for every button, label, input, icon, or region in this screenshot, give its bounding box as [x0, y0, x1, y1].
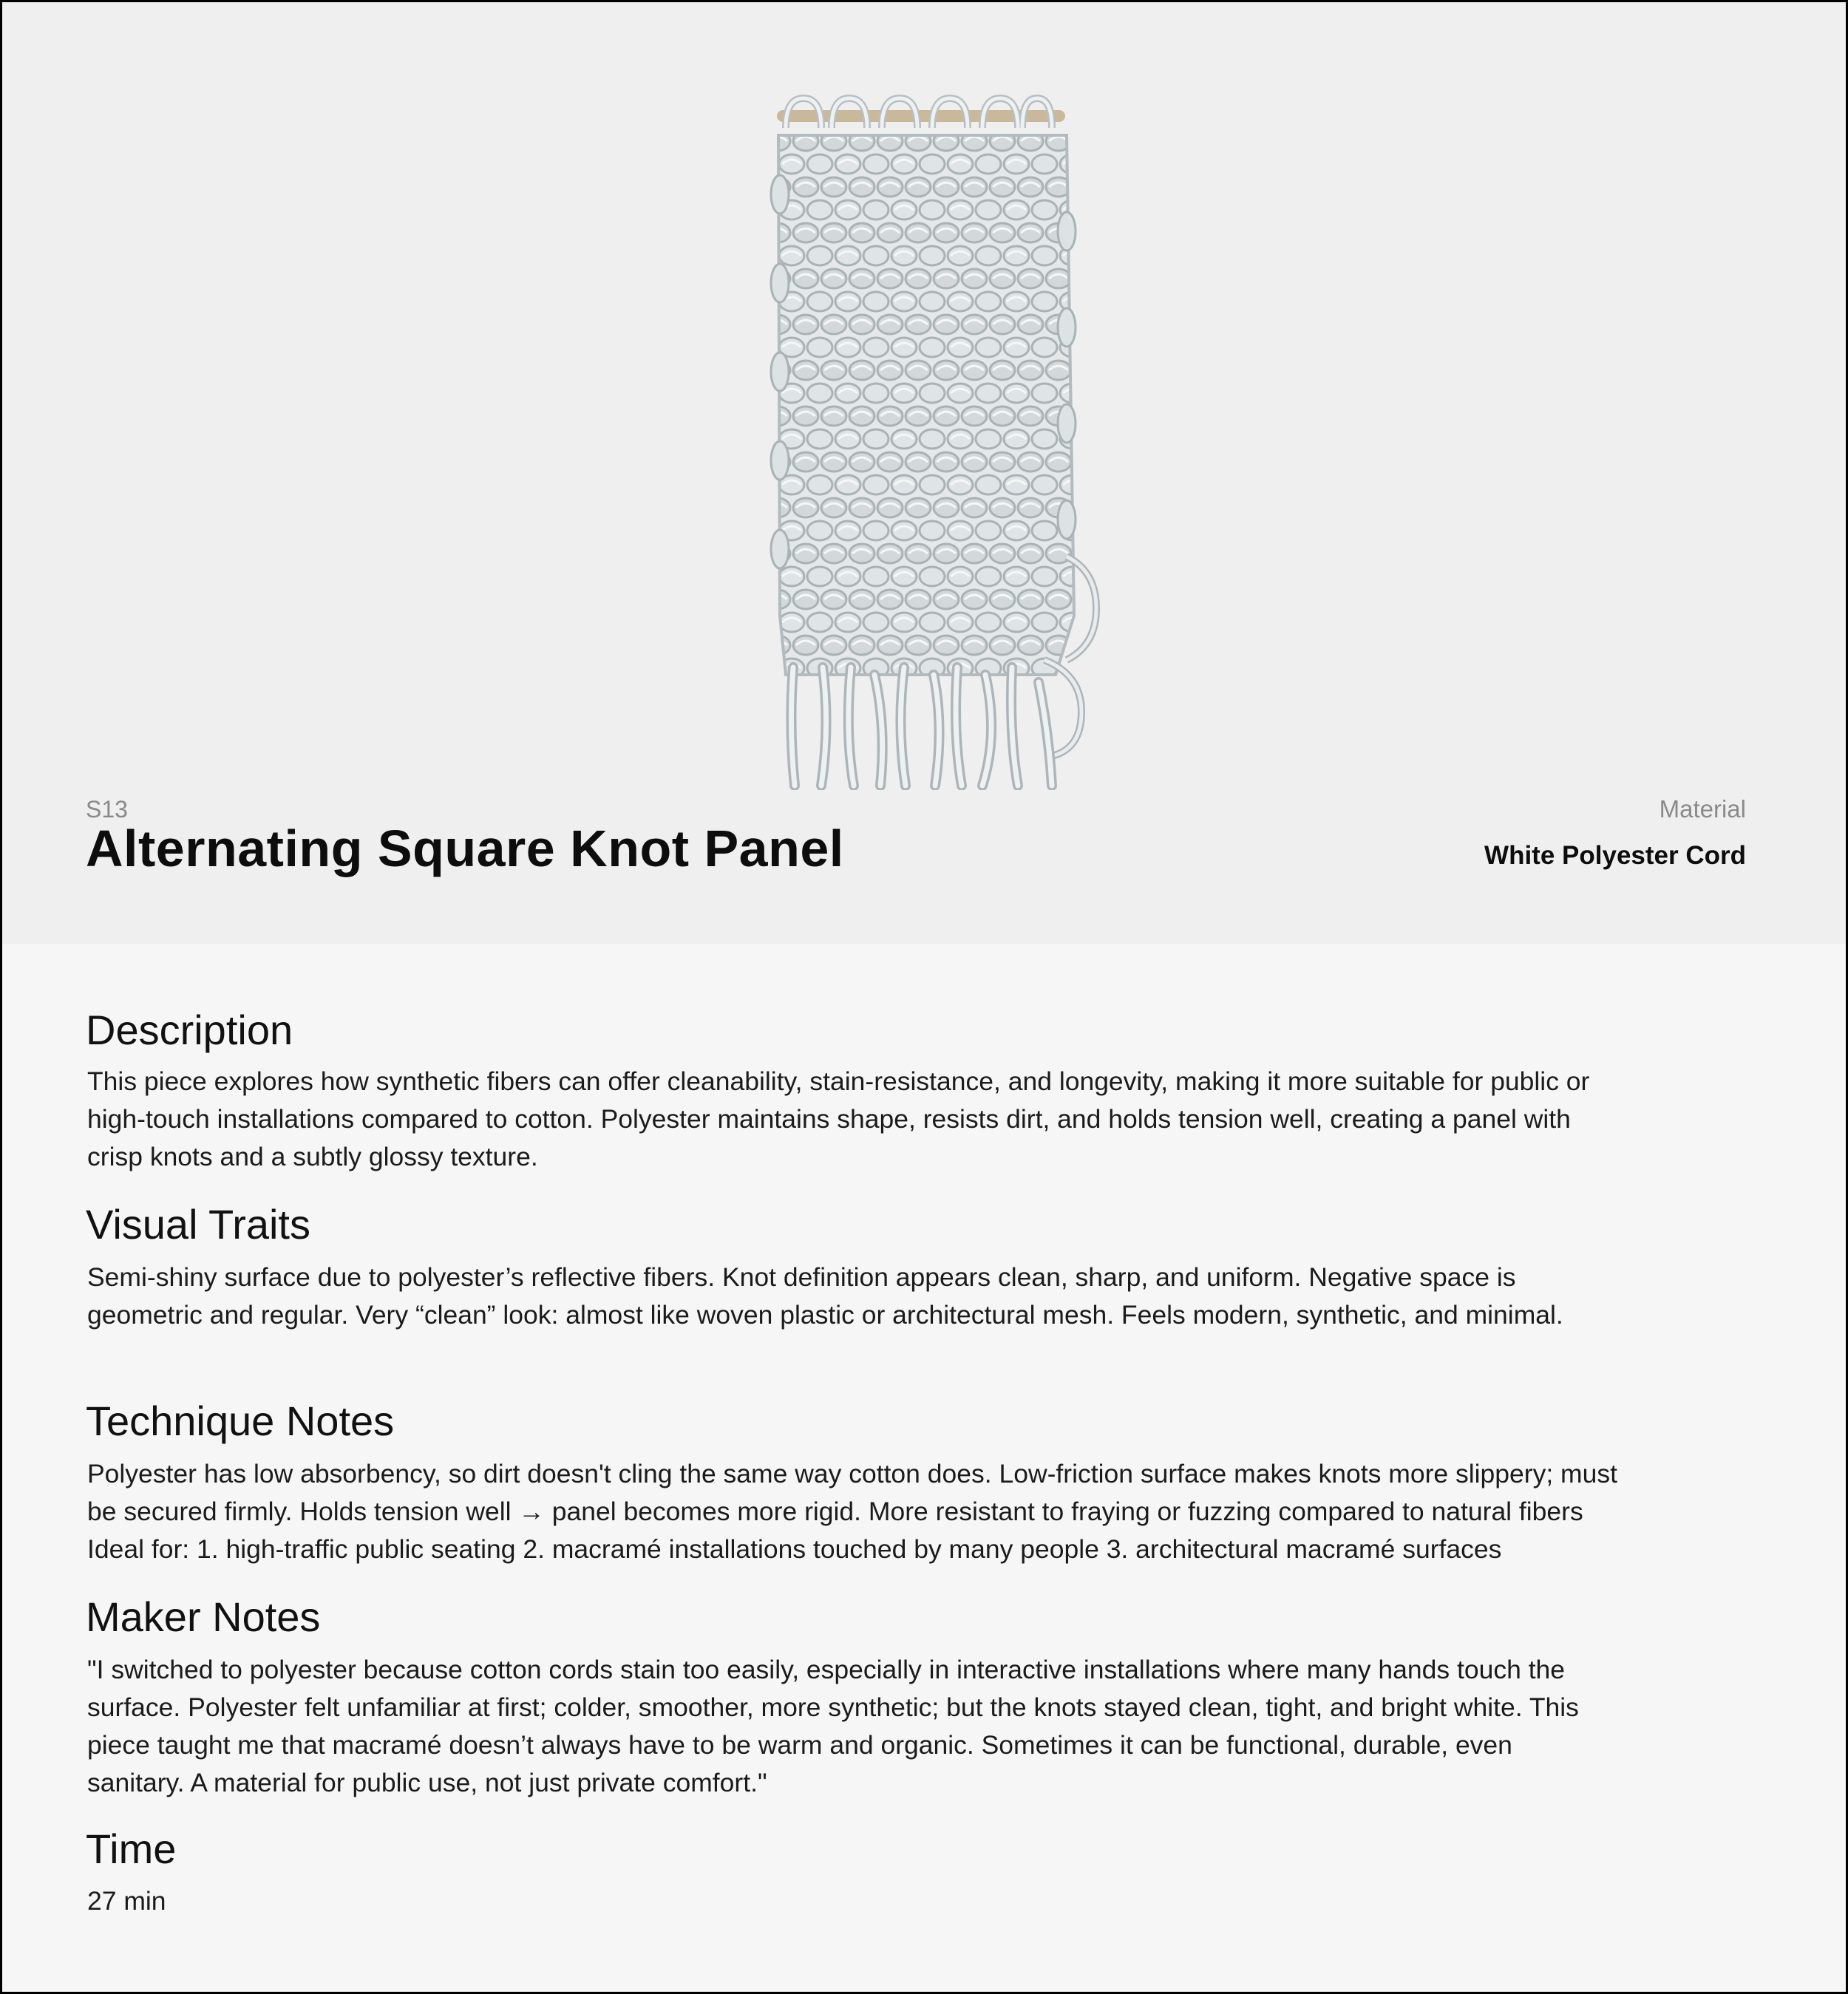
- macrame-panel-image: [764, 84, 1104, 790]
- description-heading: Description: [86, 1007, 293, 1053]
- technique-notes-line: be secured firmly. Holds tension well → panel becomes more rigid. More resistant to fraying or fuzzing compared to natural fibers: [87, 1497, 1583, 1526]
- piece-code: S13: [86, 796, 128, 823]
- details-section: [2, 944, 1846, 1992]
- visual-traits-text: [87, 1259, 1750, 1334]
- page-frame: [2, 2, 1846, 1992]
- technique-notes-line: Polyester has low absorbency, so dirt doesn't cling the same way cotton does. Low-friction surface makes knots more slippery; must: [87, 1459, 1617, 1488]
- maker-notes-heading: Maker Notes: [86, 1593, 321, 1640]
- visual-traits-line: geometric and regular. Very “clean” look: almost like woven plastic or architectural mesh. Feels modern, synthetic, and minimal.: [87, 1300, 1563, 1330]
- description-text: [87, 1063, 1750, 1176]
- description-line: high-touch installations compared to cotton. Polyester maintains shape, resists dirt, and holds tension well, creating a panel with: [87, 1104, 1571, 1134]
- hero-section: [2, 2, 1846, 944]
- technique-notes-line: Ideal for: 1. high-traffic public seating 2. macramé installations touched by many people 3. architectural macramé surfaces: [87, 1534, 1502, 1564]
- maker-notes-line: sanitary. A material for public use, not just private comfort.": [87, 1768, 767, 1797]
- macrame-panel-illustration: [764, 84, 1104, 790]
- visual-traits-line: Semi-shiny surface due to polyester’s reflective fibers. Knot definition appears clean, sharp, and uniform. Negative space is: [87, 1262, 1516, 1292]
- description-line: This piece explores how synthetic fibers can offer cleanability, stain-resistance, and longevity, making it more suitable for public or: [87, 1066, 1590, 1096]
- time-heading: Time: [86, 1825, 177, 1872]
- page-title: Alternating Square Knot Panel: [86, 820, 844, 877]
- technique-notes-text: [87, 1455, 1750, 1568]
- time-value: [87, 1882, 1750, 1920]
- technique-notes-heading: Technique Notes: [86, 1398, 395, 1444]
- maker-notes-line: "I switched to polyester because cotton cords stain too easily, especially in interactive installations where many hands touch the: [87, 1655, 1566, 1684]
- visual-traits-heading: Visual Traits: [86, 1201, 310, 1248]
- maker-notes-line: surface. Polyester felt unfamiliar at first; colder, smoother, more synthetic; but the knots stayed clean, tight, and bright white. This: [87, 1692, 1579, 1722]
- maker-notes-line: piece taught me that macramé doesn’t always have to be warm and organic. Sometimes it can be functional, durable, even: [87, 1730, 1512, 1760]
- time-value-text: 27 min: [87, 1886, 166, 1916]
- material-label: Material: [1659, 795, 1746, 823]
- material-value: White Polyester Cord: [1484, 841, 1746, 870]
- description-line: crisp knots and a subtly glossy texture.: [87, 1142, 538, 1171]
- maker-notes-text: [87, 1651, 1750, 1802]
